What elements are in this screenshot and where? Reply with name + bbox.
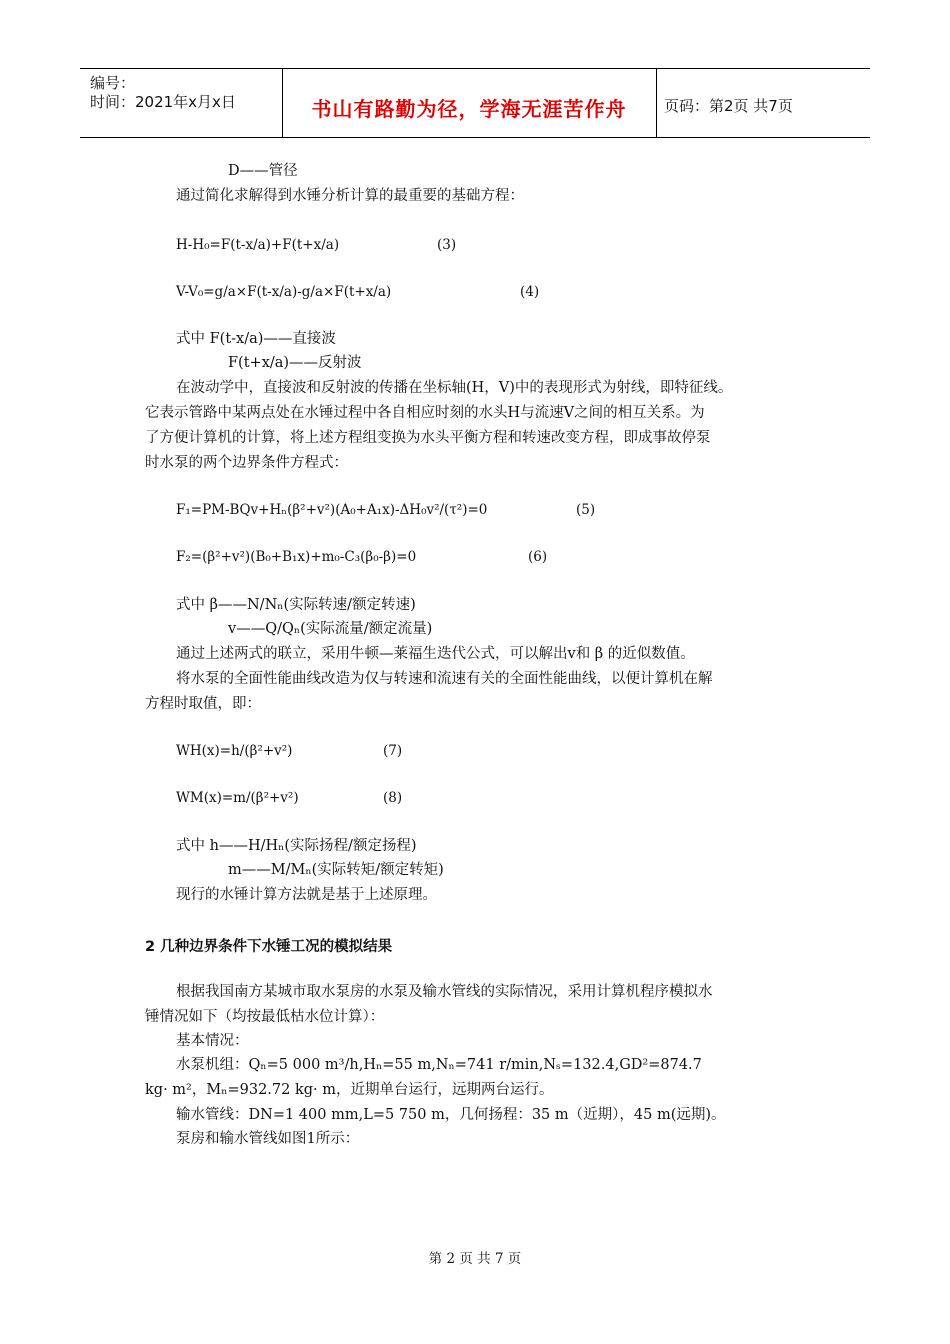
- where-line: v——Q/Qₙ(实际流量/额定流量): [228, 621, 433, 637]
- header-info-cell: [80, 69, 283, 137]
- paragraph-line: 现行的水锤计算方法就是基于上述原理。: [176, 887, 437, 903]
- section-heading: 2 几种边界条件下水锤工况的模拟结果: [145, 939, 393, 955]
- where-line: F(t+x/a)——反射波: [228, 355, 362, 371]
- paragraph-line: 方程时取值，即：: [145, 696, 261, 712]
- where-line: m——M/Mₙ(实际转矩/额定转矩): [228, 862, 444, 878]
- equation-4-number: (4): [520, 284, 540, 300]
- definition-line: D——管径: [228, 163, 298, 179]
- equation-7-number: (7): [383, 743, 403, 759]
- where-line: 式中 β——N/Nₙ(实际转速/额定转速): [176, 597, 416, 613]
- equation-5: F₁=PM-BQv+Hₙ(β²+v²)(A₀+A₁x)-ΔH₀v²/(τ²)=0: [176, 502, 488, 518]
- equation-3: H-H₀=F(t-x/a)+F(t+x/a): [176, 237, 340, 253]
- equation-4: V-V₀=g/a×F(t-x/a)-g/a×F(t+x/a): [176, 284, 392, 300]
- paragraph-line: 将水泵的全面性能曲线改造为仅与转速和流速有关的全面性能曲线，以便计算机在解: [176, 671, 713, 687]
- where-line: 式中 F(t-x/a)——直接波: [176, 331, 336, 347]
- equation-7: WH(x)=h/(β²+v²): [176, 743, 293, 759]
- document-date: 时间：2021年x月x日: [90, 93, 236, 111]
- paragraph-line: 基本情况：: [176, 1033, 249, 1049]
- paragraph-line: 输水管线：DN=1 400 mm,L=5 750 m，几何扬程：35 m（近期），45 m(远期)。: [176, 1107, 726, 1123]
- paragraph-line: 通过简化求解得到水锤分析计算的最重要的基础方程：: [176, 188, 524, 204]
- equation-8-number: (8): [383, 790, 403, 806]
- page-header: [80, 68, 870, 138]
- header-motto-cell: [282, 69, 657, 137]
- equation-6: F₂=(β²+v²)(B₀+B₁x)+m₀-C₃(β₀-β)=0: [176, 549, 417, 565]
- header-page-number: 页码：第2页 共7页: [664, 97, 793, 115]
- document-number: 编号：: [90, 74, 136, 92]
- equation-6-number: (6): [528, 549, 548, 565]
- paragraph-line: 了方便计算机的计算，将上述方程组变换为水头平衡方程和转速改变方程，即成事故停泵: [145, 430, 711, 446]
- paragraph-line: 它表示管路中某两点处在水锤过程中各自相应时刻的水头H与流速V之间的相互关系。为: [145, 405, 705, 421]
- paragraph-line: 锤情况如下（均按最低枯水位计算）：: [145, 1009, 385, 1025]
- paragraph-line: 泵房和输水管线如图1所示：: [176, 1131, 360, 1147]
- header-page-cell: [656, 69, 870, 137]
- paragraph-line: 在波动学中，直接波和反射波的传播在坐标轴(H，V)中的表现形式为射线，即特征线。: [176, 380, 733, 396]
- equation-5-number: (5): [576, 502, 596, 518]
- where-line: 式中 h——H/Hₙ(实际扬程/额定扬程): [176, 838, 417, 854]
- header-motto: 书山有路勤为径，学海无涯苦作舟: [311, 97, 627, 121]
- page-footer: 第 2 页 共 7 页: [428, 1251, 522, 1267]
- paragraph-line: kg· m²，Mₙ=932.72 kg· m，近期单台运行，远期两台运行。: [145, 1082, 554, 1098]
- paragraph-line: 根据我国南方某城市取水泵房的水泵及输水管线的实际情况，采用计算机程序模拟水: [176, 984, 713, 1000]
- equation-3-number: (3): [437, 237, 457, 253]
- paragraph-line: 时水泵的两个边界条件方程式：: [145, 455, 348, 471]
- paragraph-line: 通过上述两式的联立，采用牛顿—莱福生迭代公式，可以解出v和 β 的近似数值。: [176, 646, 695, 662]
- equation-8: WM(x)=m/(β²+v²): [176, 790, 299, 806]
- paragraph-line: 水泵机组：Qₙ=5 000 m³/h,Hₙ=55 m,Nₙ=741 r/min,Nₛ=132.4,GD²=874.7: [176, 1057, 702, 1073]
